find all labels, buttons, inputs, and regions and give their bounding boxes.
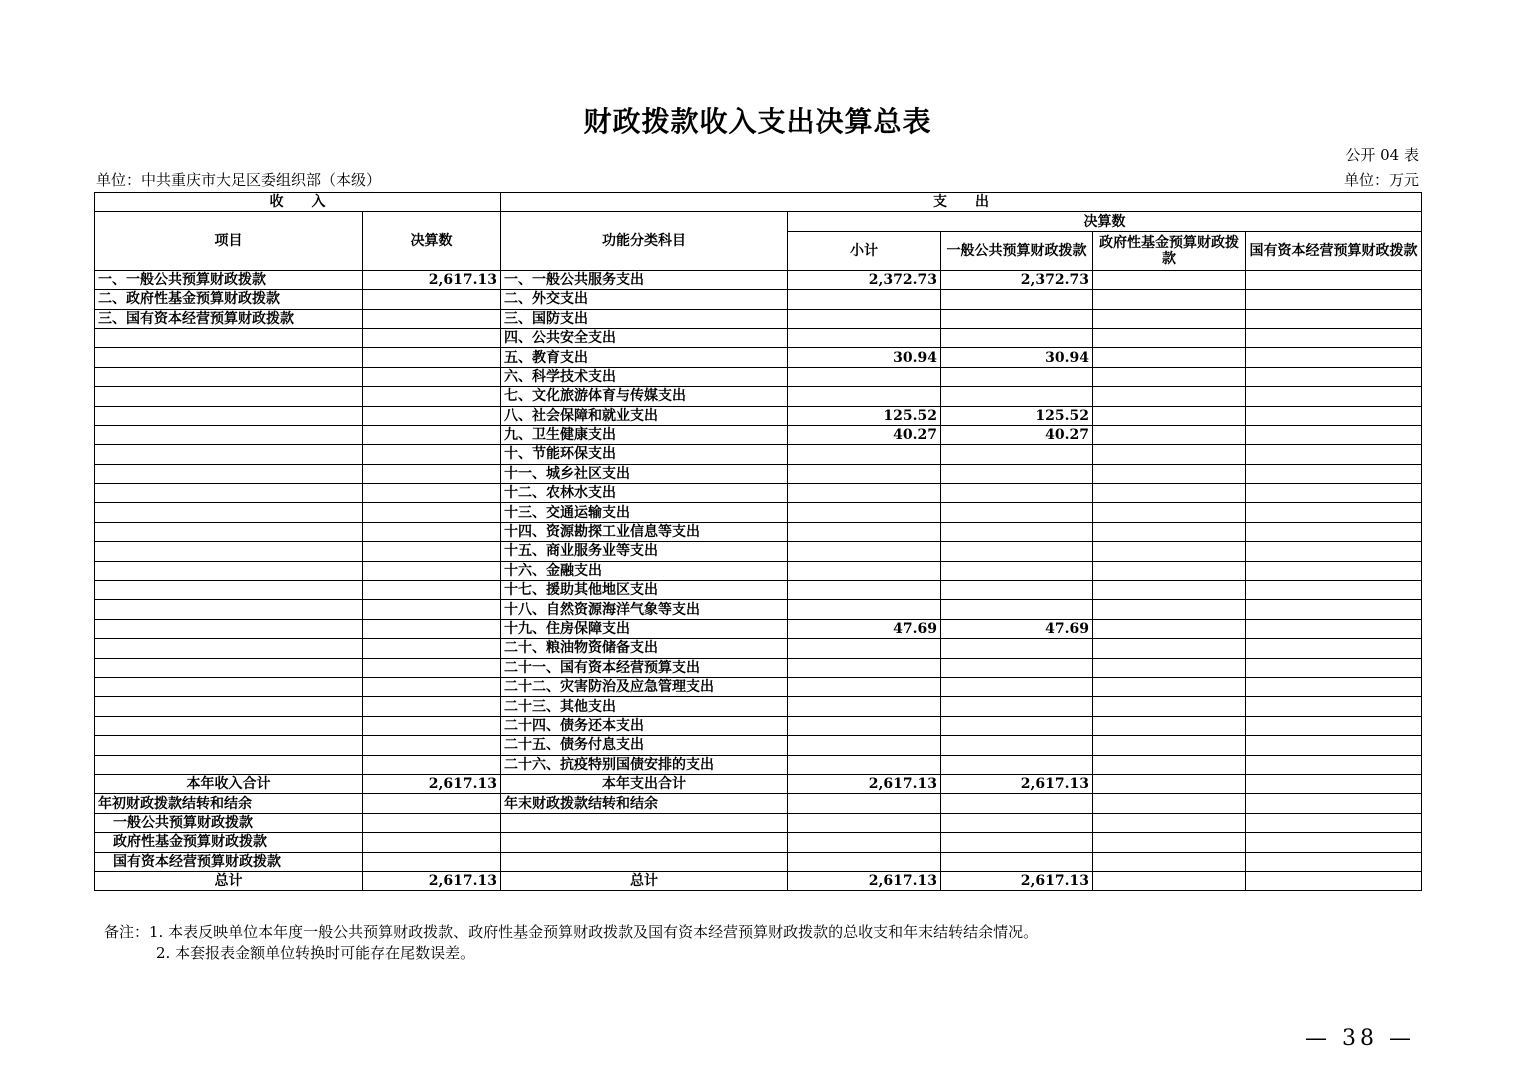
expense-item: 二十四、债务还本支出 [501, 716, 788, 735]
subtotal-amount [788, 813, 941, 832]
income-item [95, 542, 363, 561]
subtotal-amount: 30.94 [788, 348, 941, 367]
general-amount [941, 639, 1093, 658]
income-amount [363, 833, 501, 852]
table-row [95, 503, 1422, 522]
state-capital-amount [1246, 697, 1422, 716]
expense-item: 六、科学技术支出 [501, 367, 788, 386]
subtotal-amount [788, 658, 941, 677]
expense-item: 总计 [501, 871, 788, 890]
gov-fund-amount [1093, 755, 1246, 774]
income-item [95, 581, 363, 600]
subtotal-amount [788, 542, 941, 561]
income-amount [363, 542, 501, 561]
subtotal-amount [788, 561, 941, 580]
budget-table [94, 192, 1422, 891]
income-item [95, 619, 363, 638]
func-class-header: 功能分类科目 [501, 212, 788, 270]
subtotal-amount [788, 309, 941, 328]
state-capital-amount [1246, 716, 1422, 735]
table-row [95, 425, 1422, 444]
income-item: 三、国有资本经营预算财政拨款 [95, 309, 363, 328]
table-row [95, 406, 1422, 425]
gov-fund-amount [1093, 561, 1246, 580]
state-capital-amount [1246, 406, 1422, 425]
income-item [95, 367, 363, 386]
expense-item: 十、节能环保支出 [501, 445, 788, 464]
table-row [95, 619, 1422, 638]
general-amount [941, 503, 1093, 522]
general-amount: 2,372.73 [941, 270, 1093, 289]
income-item [95, 716, 363, 735]
income-item: 一、一般公共预算财政拨款 [95, 270, 363, 289]
state-capital-amount [1246, 503, 1422, 522]
subtotal-amount [788, 367, 941, 386]
table-row [95, 697, 1422, 716]
expense-item: 二十三、其他支出 [501, 697, 788, 716]
general-amount [941, 464, 1093, 483]
gov-fund-amount [1093, 774, 1246, 793]
table-row [95, 387, 1422, 406]
income-amount: 2,617.13 [363, 774, 501, 793]
income-item: 一般公共预算财政拨款 [95, 813, 363, 832]
table-row [95, 464, 1422, 483]
subtotal-amount [788, 697, 941, 716]
income-amount [363, 658, 501, 677]
table-row [95, 561, 1422, 580]
general-budget-header: 一般公共预算财政拨款 [941, 231, 1093, 270]
state-capital-amount [1246, 755, 1422, 774]
subtotal-header: 小计 [788, 231, 941, 270]
state-capital-amount [1246, 445, 1422, 464]
subtotal-amount [788, 503, 941, 522]
income-item [95, 387, 363, 406]
state-capital-amount [1246, 813, 1422, 832]
income-item [95, 464, 363, 483]
income-amount: 2,617.13 [363, 871, 501, 890]
income-amount [363, 503, 501, 522]
gov-fund-header: 政府性基金预算财政拨款 [1093, 231, 1246, 270]
state-capital-amount [1246, 871, 1422, 890]
carry-row [95, 852, 1422, 871]
state-capital-amount [1246, 658, 1422, 677]
expense-item: 五、教育支出 [501, 348, 788, 367]
table-row [95, 581, 1422, 600]
gov-fund-amount [1093, 348, 1246, 367]
table-row [95, 522, 1422, 541]
income-amount [363, 600, 501, 619]
income-amount [363, 445, 501, 464]
income-amount: 2,617.13 [363, 270, 501, 289]
income-amount [363, 309, 501, 328]
subtotal-amount: 2,617.13 [788, 871, 941, 890]
income-amount [363, 639, 501, 658]
state-capital-amount [1246, 425, 1422, 444]
expense-item: 七、文化旅游体育与传媒支出 [501, 387, 788, 406]
subtotal-amount [788, 522, 941, 541]
table-row [95, 328, 1422, 347]
expense-item [501, 813, 788, 832]
general-amount [941, 794, 1093, 813]
expense-item: 十八、自然资源海洋气象等支出 [501, 600, 788, 619]
expense-header: 支 出 [501, 193, 1422, 212]
general-amount [941, 755, 1093, 774]
expense-item: 二十六、抗疫特别国债安排的支出 [501, 755, 788, 774]
table-row [95, 677, 1422, 696]
expense-item: 十四、资源勘探工业信息等支出 [501, 522, 788, 541]
subtotal-amount [788, 852, 941, 871]
header-row-2 [95, 212, 1422, 231]
income-item [95, 736, 363, 755]
general-amount: 2,617.13 [941, 871, 1093, 890]
state-capital-amount [1246, 484, 1422, 503]
state-capital-amount [1246, 852, 1422, 871]
income-amount [363, 328, 501, 347]
income-item [95, 561, 363, 580]
general-amount [941, 581, 1093, 600]
subtotal-amount [788, 581, 941, 600]
income-item [95, 755, 363, 774]
gov-fund-amount [1093, 658, 1246, 677]
state-capital-amount [1246, 774, 1422, 793]
subtotal-amount: 47.69 [788, 619, 941, 638]
income-item [95, 677, 363, 696]
table-row [95, 348, 1422, 367]
subtotal-amount: 125.52 [788, 406, 941, 425]
expense-item: 十九、住房保障支出 [501, 619, 788, 638]
income-amount [363, 755, 501, 774]
table-row [95, 658, 1422, 677]
state-capital-amount [1246, 270, 1422, 289]
income-item [95, 600, 363, 619]
table-row [95, 270, 1422, 289]
income-item: 本年收入合计 [95, 774, 363, 793]
subtotal-amount [788, 677, 941, 696]
general-amount: 47.69 [941, 619, 1093, 638]
income-amount [363, 716, 501, 735]
income-amount [363, 522, 501, 541]
table-row [95, 484, 1422, 503]
income-amount [363, 367, 501, 386]
general-amount [941, 600, 1093, 619]
income-amount [363, 561, 501, 580]
subtotal-amount [788, 833, 941, 852]
income-amount [363, 677, 501, 696]
income-amount [363, 619, 501, 638]
table-row [95, 290, 1422, 309]
subtotal-amount [788, 736, 941, 755]
gov-fund-amount [1093, 328, 1246, 347]
gov-fund-amount [1093, 581, 1246, 600]
gov-fund-amount [1093, 716, 1246, 735]
general-amount [941, 484, 1093, 503]
income-amount [363, 736, 501, 755]
gov-fund-amount [1093, 794, 1246, 813]
state-capital-amount [1246, 348, 1422, 367]
gov-fund-amount [1093, 445, 1246, 464]
gov-fund-amount [1093, 309, 1246, 328]
general-amount [941, 677, 1093, 696]
carry-row [95, 794, 1422, 813]
general-amount [941, 736, 1093, 755]
income-amount [363, 581, 501, 600]
gov-fund-amount [1093, 600, 1246, 619]
state-capital-amount [1246, 619, 1422, 638]
expense-item: 十五、商业服务业等支出 [501, 542, 788, 561]
subtotal-amount [788, 716, 941, 735]
income-amount [363, 290, 501, 309]
general-amount [941, 387, 1093, 406]
general-amount [941, 658, 1093, 677]
expense-item: 十二、农林水支出 [501, 484, 788, 503]
subtotal-amount [788, 600, 941, 619]
general-amount [941, 833, 1093, 852]
amount-header: 决算数 [363, 212, 501, 270]
table-row [95, 367, 1422, 386]
general-amount [941, 716, 1093, 735]
final-amount-header: 决算数 [788, 212, 1422, 231]
state-capital-amount [1246, 542, 1422, 561]
table-row [95, 445, 1422, 464]
subtotal-amount [788, 755, 941, 774]
general-amount [941, 445, 1093, 464]
gov-fund-amount [1093, 813, 1246, 832]
general-amount [941, 697, 1093, 716]
expense-item: 二十二、灾害防治及应急管理支出 [501, 677, 788, 696]
expense-item: 二十五、债务付息支出 [501, 736, 788, 755]
income-amount [363, 813, 501, 832]
state-capital-amount [1246, 328, 1422, 347]
table-row [95, 736, 1422, 755]
gov-fund-amount [1093, 290, 1246, 309]
general-amount [941, 561, 1093, 580]
income-item [95, 503, 363, 522]
gov-fund-amount [1093, 697, 1246, 716]
income-amount [363, 794, 501, 813]
gov-fund-amount [1093, 619, 1246, 638]
state-capital-amount [1246, 581, 1422, 600]
item-header: 项目 [95, 212, 363, 270]
income-item: 二、政府性基金预算财政拨款 [95, 290, 363, 309]
gov-fund-amount [1093, 833, 1246, 852]
subtotal-amount [788, 290, 941, 309]
income-item [95, 328, 363, 347]
note-line-2: 2. 本套报表金额单位转换时可能存在尾数误差。 [156, 944, 476, 962]
carry-row [95, 833, 1422, 852]
subtotal-amount [788, 387, 941, 406]
header-row-1 [95, 193, 1422, 212]
gov-fund-amount [1093, 406, 1246, 425]
state-capital-amount [1246, 561, 1422, 580]
organization-unit: 单位：中共重庆市大足区委组织部（本级） [96, 171, 382, 189]
gov-fund-amount [1093, 367, 1246, 386]
expense-item: 九、卫生健康支出 [501, 425, 788, 444]
income-item: 国有资本经营预算财政拨款 [95, 852, 363, 871]
gov-fund-amount [1093, 871, 1246, 890]
subtotal-amount [788, 794, 941, 813]
note-line-1: 备注：1. 本表反映单位本年度一般公共预算财政拨款、政府性基金预算财政拨款及国有资本经营预算财政拨款的总收支和年末结转结余情况。 [104, 923, 1039, 941]
page-title: 财政拨款收入支出决算总表 [583, 105, 932, 138]
expense-item: 八、社会保障和就业支出 [501, 406, 788, 425]
income-item: 政府性基金预算财政拨款 [95, 833, 363, 852]
gov-fund-amount [1093, 522, 1246, 541]
subtotal-amount [788, 484, 941, 503]
expense-item: 四、公共安全支出 [501, 328, 788, 347]
state-capital-amount [1246, 794, 1422, 813]
state-capital-amount [1246, 367, 1422, 386]
state-capital-amount [1246, 387, 1422, 406]
state-capital-amount [1246, 522, 1422, 541]
income-item [95, 658, 363, 677]
income-amount [363, 348, 501, 367]
table-row [95, 639, 1422, 658]
income-amount [363, 406, 501, 425]
income-item [95, 348, 363, 367]
state-capital-amount [1246, 600, 1422, 619]
form-number: 公开 04 表 [1345, 146, 1419, 164]
carry-row [95, 813, 1422, 832]
state-capital-amount [1246, 736, 1422, 755]
gov-fund-amount [1093, 464, 1246, 483]
gov-fund-amount [1093, 639, 1246, 658]
income-item [95, 484, 363, 503]
expense-item: 十三、交通运输支出 [501, 503, 788, 522]
general-amount [941, 328, 1093, 347]
expense-item: 二十一、国有资本经营预算支出 [501, 658, 788, 677]
state-capital-amount [1246, 290, 1422, 309]
expense-item: 十六、金融支出 [501, 561, 788, 580]
table-row [95, 755, 1422, 774]
income-item [95, 406, 363, 425]
expense-item [501, 833, 788, 852]
gov-fund-amount [1093, 484, 1246, 503]
gov-fund-amount [1093, 270, 1246, 289]
expense-item: 年末财政拨款结转和结余 [501, 794, 788, 813]
income-amount [363, 697, 501, 716]
general-amount [941, 367, 1093, 386]
income-item [95, 425, 363, 444]
gov-fund-amount [1093, 677, 1246, 696]
general-amount [941, 852, 1093, 871]
general-amount: 125.52 [941, 406, 1093, 425]
table-row [95, 600, 1422, 619]
gov-fund-amount [1093, 736, 1246, 755]
expense-item: 本年支出合计 [501, 774, 788, 793]
expense-item: 十一、城乡社区支出 [501, 464, 788, 483]
state-capital-amount [1246, 677, 1422, 696]
grand-total-row [95, 871, 1422, 890]
general-amount: 30.94 [941, 348, 1093, 367]
expense-item: 二十、粮油物资储备支出 [501, 639, 788, 658]
gov-fund-amount [1093, 852, 1246, 871]
subtotal-amount [788, 328, 941, 347]
year-total-row [95, 774, 1422, 793]
table-row [95, 716, 1422, 735]
subtotal-amount [788, 445, 941, 464]
general-amount [941, 522, 1093, 541]
income-amount [363, 425, 501, 444]
subtotal-amount: 2,617.13 [788, 774, 941, 793]
income-item [95, 697, 363, 716]
notes [104, 922, 1038, 964]
subtotal-amount: 40.27 [788, 425, 941, 444]
expense-item: 二、外交支出 [501, 290, 788, 309]
state-capital-amount [1246, 639, 1422, 658]
subtotal-amount: 2,372.73 [788, 270, 941, 289]
general-amount: 2,617.13 [941, 774, 1093, 793]
expense-item: 三、国防支出 [501, 309, 788, 328]
income-item [95, 445, 363, 464]
page-number: — 38 — [1305, 1026, 1415, 1051]
expense-item [501, 852, 788, 871]
state-capital-amount [1246, 833, 1422, 852]
table-row [95, 542, 1422, 561]
expense-item: 十七、援助其他地区支出 [501, 581, 788, 600]
general-amount [941, 542, 1093, 561]
subtotal-amount [788, 464, 941, 483]
income-item [95, 522, 363, 541]
expense-item: 一、一般公共服务支出 [501, 270, 788, 289]
gov-fund-amount [1093, 387, 1246, 406]
currency-unit: 单位：万元 [1343, 171, 1419, 189]
income-item: 总计 [95, 871, 363, 890]
state-capital-amount [1246, 464, 1422, 483]
general-amount [941, 813, 1093, 832]
general-amount [941, 309, 1093, 328]
income-amount [363, 464, 501, 483]
table-row [95, 309, 1422, 328]
general-amount [941, 290, 1093, 309]
income-item: 年初财政拨款结转和结余 [95, 794, 363, 813]
income-item [95, 639, 363, 658]
income-amount [363, 852, 501, 871]
gov-fund-amount [1093, 503, 1246, 522]
state-capital-header: 国有资本经营预算财政拨款 [1246, 231, 1422, 270]
gov-fund-amount [1093, 425, 1246, 444]
subtotal-amount [788, 639, 941, 658]
gov-fund-amount [1093, 542, 1246, 561]
state-capital-amount [1246, 309, 1422, 328]
income-header: 收 入 [95, 193, 501, 212]
general-amount: 40.27 [941, 425, 1093, 444]
income-amount [363, 484, 501, 503]
income-amount [363, 387, 501, 406]
